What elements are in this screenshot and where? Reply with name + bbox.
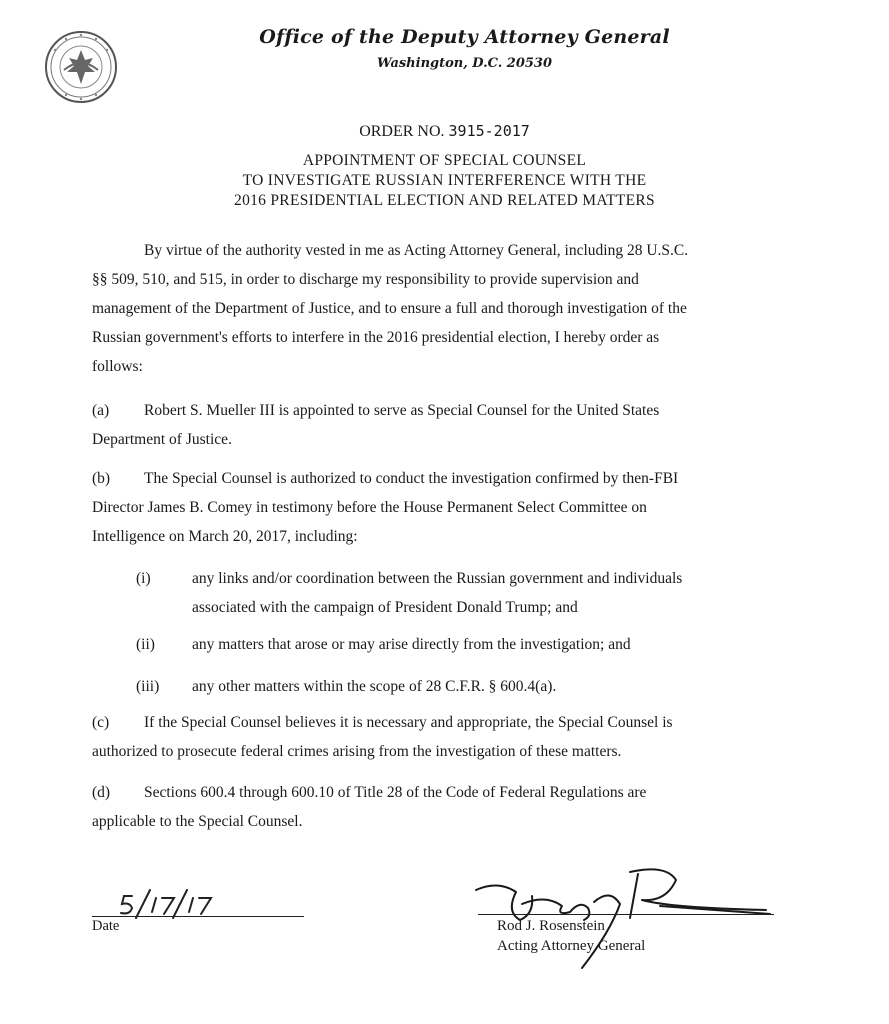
subparagraph-label: (i)	[136, 570, 151, 587]
paragraph-line: Robert S. Mueller III is appointed to serve as Special Counsel for the United States	[144, 402, 660, 419]
paragraph-label: (d)	[92, 784, 111, 801]
date-label: Date	[92, 918, 120, 934]
subparagraph-i	[136, 564, 756, 622]
intro-line: follows:	[92, 358, 143, 375]
paragraph-label: (b)	[92, 470, 111, 487]
date-line	[92, 916, 304, 917]
title-line-1: APPOINTMENT OF SPECIAL COUNSEL	[302, 152, 587, 169]
intro-line: Russian government's efforts to interfere in the 2016 presidential election, I hereby order as	[92, 329, 660, 346]
intro-line: By virtue of the authority vested in me as Acting Attorney General, including 28 U.S.C.	[144, 242, 689, 259]
office-title: Office of the Deputy Attorney General	[259, 26, 670, 48]
intro-line: management of the Department of Justice, and to ensure a full and thorough investigation of the	[92, 300, 687, 317]
signature-line	[478, 914, 774, 915]
paragraph-c	[92, 708, 752, 766]
paragraph-b	[92, 464, 752, 551]
paragraph-label: (c)	[92, 714, 110, 731]
paragraph-line: Department of Justice.	[92, 431, 232, 448]
subparagraph-line: any matters that arose or may arise directly from the investigation; and	[192, 636, 631, 653]
title-line-2: TO INVESTIGATE RUSSIAN INTERFERENCE WITH THE	[242, 172, 647, 189]
subparagraph-label: (ii)	[136, 636, 155, 653]
signer-block	[497, 916, 645, 956]
subparagraph-ii	[136, 630, 756, 659]
paragraph-line: Intelligence on March 20, 2017, including:	[92, 528, 358, 545]
subparagraph-label: (iii)	[136, 678, 160, 695]
paragraph-line: applicable to the Special Counsel.	[92, 813, 303, 830]
order-number-line	[0, 122, 889, 141]
paragraph-label: (a)	[92, 402, 110, 419]
subparagraph-line: any other matters within the scope of 28 C.F.R. § 600.4(a).	[192, 678, 557, 695]
subparagraph-line: any links and/or coordination between the Russian government and individuals	[192, 570, 683, 587]
order-prefix: ORDER NO.	[359, 123, 445, 140]
paragraph-a	[92, 396, 752, 454]
handwritten-date	[92, 888, 306, 925]
signer-title: Acting Attorney General	[497, 938, 646, 954]
office-city: Washington, D.C. 20530	[376, 56, 553, 71]
paragraph-line: The Special Counsel is authorized to conduct the investigation confirmed by then-FBI	[144, 470, 679, 487]
paragraph-line: If the Special Counsel believes it is necessary and appropriate, the Special Counsel is	[144, 714, 673, 731]
signer-name: Rod J. Rosenstein	[497, 918, 605, 934]
paragraph-line: Sections 600.4 through 600.10 of Title 28 of the Code of Federal Regulations are	[144, 784, 647, 801]
subparagraph-line: associated with the campaign of President Donald Trump; and	[192, 599, 578, 616]
paragraph-d	[92, 778, 752, 836]
order-number: 3915-2017	[448, 122, 530, 140]
subparagraph-iii	[136, 672, 756, 701]
intro-line: §§ 509, 510, and 515, in order to discharge my responsibility to provide supervision and	[92, 271, 639, 288]
paragraph-line: authorized to prosecute federal crimes arising from the investigation of these matters.	[92, 743, 622, 760]
intro-paragraph	[92, 236, 752, 381]
paragraph-line: Director James B. Comey in testimony before the House Permanent Select Committee on	[92, 499, 647, 516]
title-line-3: 2016 PRESIDENTIAL ELECTION AND RELATED MATTERS	[234, 192, 655, 209]
